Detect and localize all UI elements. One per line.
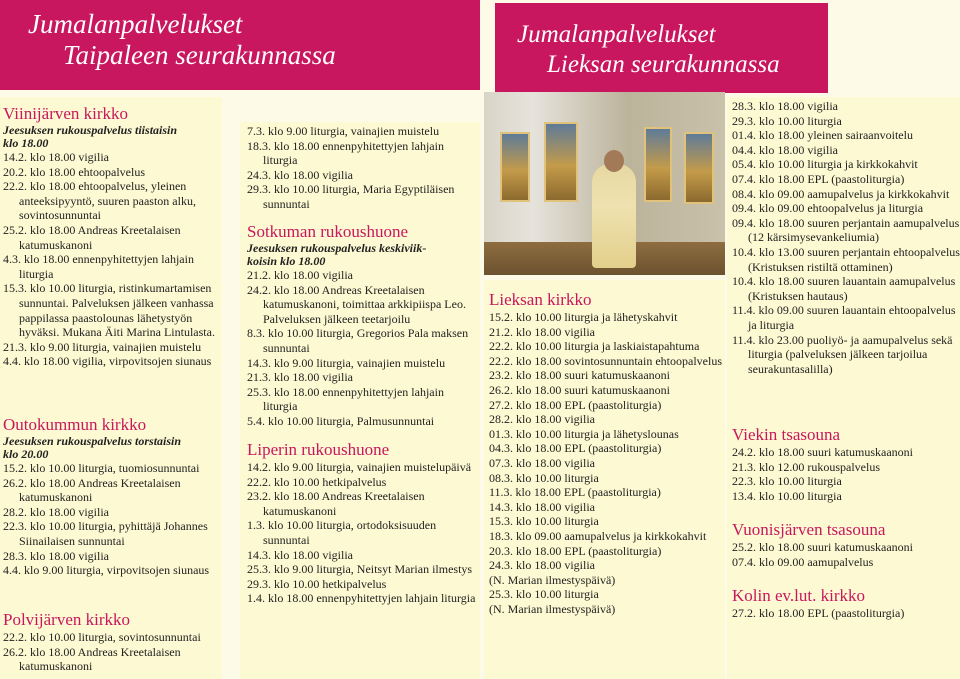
schedule-entry: (N. Marian ilmestyspäivä) <box>489 601 616 616</box>
schedule-entry: 20.3. klo 18.00 EPL (paastoliturgia) <box>489 543 662 558</box>
entry-list <box>247 124 480 212</box>
section-continued <box>727 99 960 376</box>
schedule-entry: 4.4. klo 18.00 vigilia, virpovitsojen siunaus <box>3 354 212 369</box>
schedule-entry: 20.2. klo 18.00 ehtoopalvelus <box>3 164 145 179</box>
section-koli <box>727 586 960 621</box>
section-title: Outokummun kirkko <box>3 415 147 434</box>
schedule-entry: 08.3. klo 10.00 liturgia <box>489 470 599 485</box>
schedule-entry: 05.4. klo 10.00 liturgia ja kirkkokahvit <box>732 157 918 172</box>
schedule-entry: 15.3. klo 10.00 liturgia <box>489 514 599 529</box>
section-title: Vuonisjärven tsasouna <box>732 520 886 539</box>
schedule-entry: 25.2. klo 18.00 Andreas Kreetalaisen katumuskanoni <box>3 222 181 252</box>
section-continued <box>240 124 480 212</box>
section-title: Liperin rukoushuone <box>247 440 390 459</box>
section-title: Viekin tsasouna <box>732 425 841 444</box>
priest-head <box>604 150 624 172</box>
entry-list <box>732 606 960 621</box>
schedule-entry: 10.4. klo 18.00 suuren lauantain aamupalvelus (Kristuksen hautaus) <box>732 274 956 303</box>
section-title: Kolin ev.lut. kirkko <box>732 586 865 605</box>
column-lieksa-1 <box>484 280 725 679</box>
section-subtitle: Jeesuksen rukouspalvelus keskiviik- <box>247 241 427 255</box>
schedule-entry: 27.2. klo 18.00 EPL (paastoliturgia) <box>732 606 905 620</box>
section-vieki <box>727 425 960 503</box>
schedule-entry: 14.2. klo 18.00 vigilia <box>3 150 109 164</box>
schedule-entry: 21.2. klo 18.00 vigilia <box>489 324 595 339</box>
schedule-entry: 21.3. klo 9.00 liturgia, vainajien muistelu <box>3 339 202 354</box>
schedule-entry: 25.3. klo 9.00 liturgia, Neitsyt Marian ilmestys <box>247 562 473 577</box>
church-interior-photo <box>484 92 725 275</box>
icon-painting <box>500 132 530 202</box>
section-subtitle: Jeesuksen rukouspalvelus tiistaisin <box>3 123 178 137</box>
schedule-entry: 26.2. klo 18.00 Andreas Kreetalaisen katumuskanoni <box>3 475 181 505</box>
section-polvijarvi <box>0 610 222 674</box>
column-taipale-1 <box>0 97 222 679</box>
schedule-entry: 22.2. klo 10.00 liturgia ja laskiaistapahtuma <box>489 339 700 354</box>
schedule-entry: 13.4. klo 10.00 liturgia <box>732 488 842 503</box>
entry-list <box>3 461 222 578</box>
schedule-entry: 25.3. klo 18.00 ennenpyhitettyjen lahjain liturgia <box>247 384 444 414</box>
section-title: Viinijärven kirkko <box>3 104 129 123</box>
schedule-entry: 22.2. klo 18.00 ehtoopalvelus, yleinen anteeksipyyntö, suuren paaston alku, sovintosunnuntai <box>3 179 196 223</box>
icon-painting <box>544 122 578 202</box>
section-viinijarvi <box>0 104 222 369</box>
schedule-entry: 22.3. klo 10.00 liturgia, pyhittäjä Johannes Siinailaisen sunnuntai <box>3 519 208 548</box>
section-title: Lieksan kirkko <box>489 290 592 309</box>
schedule-entry: 1.4. klo 18.00 ennenpyhitettyjen lahjain liturgia <box>247 591 476 606</box>
schedule-entry: 22.2. klo 10.00 hetkipalvelus <box>247 474 387 489</box>
schedule-entry: 22.2. klo 10.00 liturgia, sovintosunnuntai <box>3 630 201 644</box>
schedule-entry: 28.3. klo 18.00 vigilia <box>732 99 838 113</box>
schedule-entry: 14.3. klo 18.00 vigilia <box>247 547 353 562</box>
section-subtitle: klo 18.00 <box>3 136 49 150</box>
schedule-entry: 23.2. klo 18.00 Andreas Kreetalaisen katumuskanoni <box>247 489 425 518</box>
header-title-line1: Jumalanpalvelukset <box>28 9 243 39</box>
schedule-entry: 7.3. klo 9.00 liturgia, vainajien muistelu <box>247 124 440 138</box>
schedule-entry: 07.4. klo 18.00 EPL (paastoliturgia) <box>732 171 905 186</box>
icon-painting <box>644 127 672 202</box>
priest-figure <box>592 164 636 268</box>
schedule-entry: 28.2. klo 18.00 vigilia <box>3 504 109 519</box>
entry-list <box>247 268 480 429</box>
entry-list <box>489 310 725 616</box>
schedule-entry: 28.2. klo 18.00 vigilia <box>489 412 595 427</box>
section-title: Polvijärven kirkko <box>3 610 131 629</box>
schedule-entry: 5.4. klo 10.00 liturgia, Palmusunnuntai <box>247 413 435 428</box>
schedule-entry: 10.4. klo 13.00 suuren perjantain ehtoopalvelus (Kristuksen ristiltä ottaminen) <box>732 244 960 274</box>
schedule-entry: 21.2. klo 18.00 vigilia <box>247 268 353 282</box>
schedule-entry: 29.3. klo 10.00 liturgia <box>732 113 842 128</box>
schedule-entry: 15.2. klo 10.00 liturgia, tuomiosunnuntai <box>3 461 200 475</box>
section-sotkuma <box>240 222 480 429</box>
column-taipale-2 <box>240 122 480 679</box>
entry-list <box>3 150 222 369</box>
section-subtitle: klo 20.00 <box>3 447 49 461</box>
schedule-entry: 22.2. klo 18.00 sovintosunnuntain ehtoopalvelus <box>489 353 722 368</box>
schedule-entry: 26.2. klo 18.00 suuri katumuskaanoni <box>489 382 670 397</box>
schedule-entry: 14.3. klo 9.00 liturgia, vainajien muistelu <box>247 355 446 370</box>
icon-painting <box>684 132 714 204</box>
schedule-entry: 29.3. klo 10.00 hetkipalvelus <box>247 576 387 591</box>
schedule-entry: 14.3. klo 18.00 vigilia <box>489 499 595 514</box>
schedule-entry: 18.3. klo 09.00 aamupalvelus ja kirkkokahvit <box>489 528 707 543</box>
schedule-entry: 14.2. klo 9.00 liturgia, vainajien muistelupäivä <box>247 460 472 474</box>
schedule-entry: 24.2. klo 18.00 suuri katumuskaanoni <box>732 445 913 459</box>
schedule-entry: 04.3. klo 18.00 EPL (paastoliturgia) <box>489 441 662 456</box>
section-outokumpu <box>0 415 222 578</box>
schedule-entry: 09.4. klo 18.00 suuren perjantain aamupalvelus (12 kärsimysevankeliumia) <box>732 215 960 245</box>
schedule-entry: 29.3. klo 10.00 liturgia, Maria Egyptiläisen sunnuntai <box>247 182 455 211</box>
section-subtitle: Jeesuksen rukouspalvelus torstaisin <box>3 434 182 448</box>
section-title: Sotkuman rukoushuone <box>247 222 409 241</box>
schedule-entry: 08.4. klo 09.00 aamupalvelus ja kirkkokahvit <box>732 186 950 201</box>
entry-list <box>732 445 960 503</box>
schedule-entry: 21.3. klo 18.00 vigilia <box>247 370 353 385</box>
schedule-entry: 24.3. klo 18.00 vigilia <box>247 167 353 182</box>
schedule-entry: 11.4. klo 09.00 suuren lauantain ehtoopalvelus ja liturgia <box>732 303 956 332</box>
schedule-entry: 25.3. klo 10.00 liturgia <box>489 587 599 602</box>
schedule-entry: 09.4. klo 09.00 ehtoopalvelus ja liturgia <box>732 201 924 216</box>
entry-list <box>3 630 222 674</box>
schedule-entry: 1.3. klo 10.00 liturgia, ortodoksisuuden sunnuntai <box>247 518 437 547</box>
header-title-line1: Jumalanpalvelukset <box>517 21 716 48</box>
schedule-entry: 15.2. klo 10.00 liturgia ja lähetyskahvit <box>489 310 678 324</box>
header-title-line2: Lieksan seurakunnassa <box>547 51 780 78</box>
schedule-entry: 27.2. klo 18.00 EPL (paastoliturgia) <box>489 397 662 412</box>
entry-list <box>732 540 960 569</box>
schedule-entry: 28.3. klo 18.00 vigilia <box>3 548 109 563</box>
schedule-entry: 11.4. klo 23.00 puoliyö- ja aamupalvelus sekä liturgia (palveluksen jälkeen tarjoilua seurakuntasalilla) <box>732 332 953 376</box>
schedule-entry: 11.3. klo 18.00 EPL (paastoliturgia) <box>489 485 661 500</box>
entry-list <box>247 460 480 606</box>
schedule-entry: 8.3. klo 10.00 liturgia, Gregorios Pala maksen sunnuntai <box>247 326 469 355</box>
entry-list <box>732 99 960 376</box>
schedule-entry: 18.3. klo 18.00 ennenpyhitettyjen lahjain liturgia <box>247 138 444 168</box>
schedule-entry: 25.2. klo 18.00 suuri katumuskaanoni <box>732 540 913 554</box>
schedule-entry: 26.2. klo 18.00 Andreas Kreetalaisen katumuskanoni <box>3 644 181 674</box>
schedule-entry: 4.3. klo 18.00 ennenpyhitettyjen lahjain liturgia <box>3 252 194 281</box>
schedule-entry: 15.3. klo 10.00 liturgia, ristinkumartamisen sunnuntai. Palveluksen jälkeen vanhassa pappilassa paastolounas lähetystyön hyväksi. Mukana Äiti Marina Lintulasta. <box>3 281 215 340</box>
section-subtitle: koisin klo 18.00 <box>247 254 326 268</box>
schedule-entry: 4.4. klo 9.00 liturgia, virpovitsojen siunaus <box>3 563 210 578</box>
column-lieksa-2 <box>727 97 960 679</box>
section-lieksa <box>484 290 725 616</box>
header-lieksa <box>495 3 828 93</box>
section-vuonisjarvi <box>727 520 960 569</box>
schedule-entry: 21.3. klo 12.00 rukouspalvelus <box>732 459 880 474</box>
schedule-entry: 23.2. klo 18.00 suuri katumuskaanoni <box>489 368 670 383</box>
schedule-entry: 24.3. klo 18.00 vigilia <box>489 558 595 573</box>
schedule-entry: (N. Marian ilmestyspäivä) <box>489 572 616 587</box>
schedule-entry: 07.4. klo 09.00 aamupalvelus <box>732 554 874 569</box>
schedule-entry: 04.4. klo 18.00 vigilia <box>732 142 838 157</box>
schedule-entry: 01.3. klo 10.00 liturgia ja lähetyslounas <box>489 426 679 441</box>
header-taipale <box>0 0 480 90</box>
schedule-entry: 01.4. klo 18.00 yleinen sairaanvoitelu <box>732 128 913 143</box>
header-title-line2: Taipaleen seurakunnassa <box>63 40 336 70</box>
schedule-entry: 07.3. klo 18.00 vigilia <box>489 455 595 470</box>
section-liperi <box>240 440 480 606</box>
schedule-entry: 22.3. klo 10.00 liturgia <box>732 474 842 489</box>
schedule-entry: 24.2. klo 18.00 Andreas Kreetalaisen katumuskanoni, toimittaa arkkipiispa Leo. Palveluksen jälkeen teetarjoilu <box>247 282 466 326</box>
